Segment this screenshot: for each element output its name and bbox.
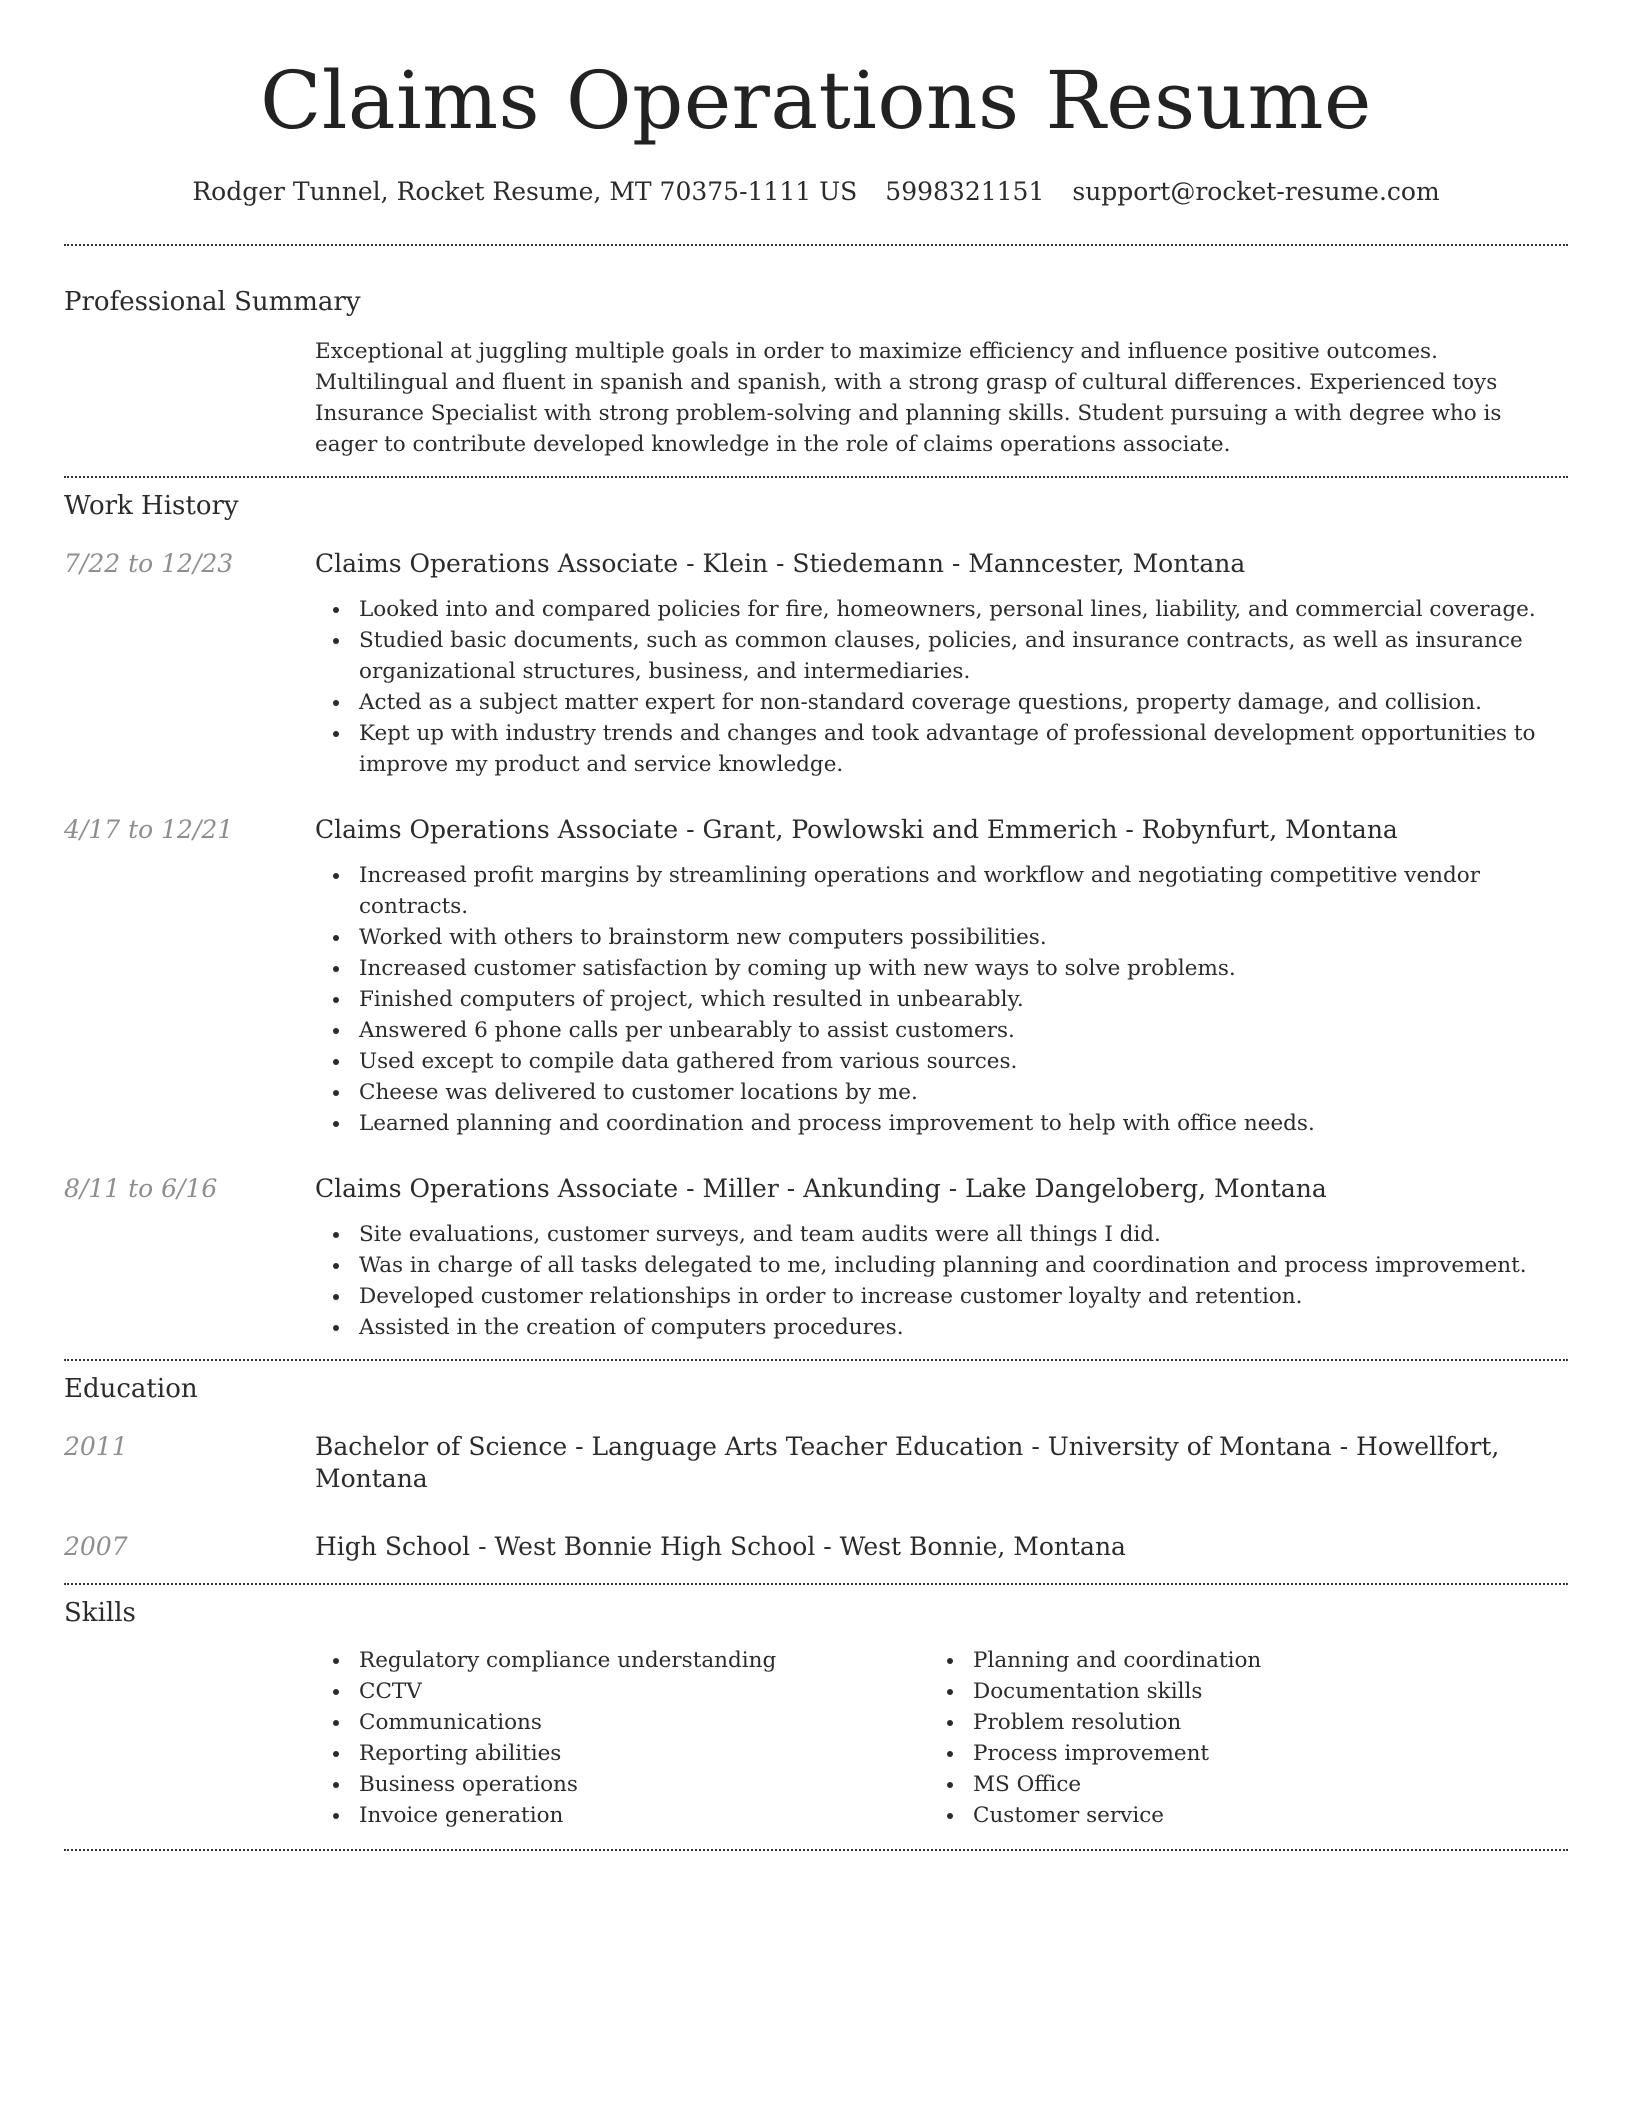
education-year: 2007 <box>64 1532 128 1561</box>
list-item: Problem resolution <box>929 1707 1543 1738</box>
divider <box>64 244 1568 246</box>
skills-section <box>64 1597 1568 1831</box>
divider <box>64 1849 1568 1851</box>
list-item: Regulatory compliance understanding <box>315 1645 929 1676</box>
list-item: Worked with others to brainstorm new computers possibilities. <box>315 922 1568 953</box>
list-item: Cheese was delivered to customer locations by me. <box>315 1077 1568 1108</box>
contact-phone: 5998321151 <box>885 177 1045 206</box>
list-item: Answered 6 phone calls per unbearably to assist customers. <box>315 1015 1568 1046</box>
list-item: Process improvement <box>929 1738 1543 1769</box>
list-item: Used except to compile data gathered from various sources. <box>315 1046 1568 1077</box>
job-title: Claims Operations Associate - Klein - Stiedemann - Manncester, Montana <box>315 549 1246 578</box>
skills-grid <box>315 1645 1568 1831</box>
education-text: High School - West Bonnie High School - West Bonnie, Montana <box>315 1532 1126 1561</box>
education-entry <box>64 1531 1568 1563</box>
list-item: Documentation skills <box>929 1676 1543 1707</box>
list-item: Customer service <box>929 1800 1543 1831</box>
list-item: CCTV <box>315 1676 929 1707</box>
job-bullets <box>315 594 1568 780</box>
work-section <box>64 490 1568 1343</box>
divider <box>64 1359 1568 1361</box>
contact-email: support@rocket-resume.com <box>1072 177 1440 206</box>
list-item: Increased profit margins by streamlining operations and workflow and negotiating competitive vendor contracts. <box>315 860 1568 922</box>
job-bullets <box>315 860 1568 1139</box>
resume-title: Claims Operations Resume <box>260 54 1372 147</box>
skills-list-left <box>315 1645 929 1831</box>
resume-page <box>64 0 1568 1851</box>
list-item: Increased customer satisfaction by coming up with new ways to solve problems. <box>315 953 1568 984</box>
list-item: Planning and coordination <box>929 1645 1543 1676</box>
job-entry <box>64 1173 1568 1343</box>
education-year: 2011 <box>64 1432 128 1461</box>
section-title-summary: Professional Summary <box>64 287 361 317</box>
contact-address: Rodger Tunnel, Rocket Resume, MT 70375-1111 US <box>192 177 858 206</box>
list-item: Was in charge of all tasks delegated to me, including planning and coordination and process improvement. <box>315 1250 1568 1281</box>
list-item: Learned planning and coordination and process improvement to help with office needs. <box>315 1108 1568 1139</box>
job-entry <box>64 814 1568 1139</box>
list-item: Business operations <box>315 1769 929 1800</box>
contact-line <box>64 176 1568 208</box>
divider <box>64 476 1568 478</box>
section-title-skills: Skills <box>64 1598 136 1628</box>
job-entry <box>64 548 1568 780</box>
summary-text: Exceptional at juggling multiple goals in order to maximize efficiency and influence positive outcomes. Multilingual and fluent in spanish and spanish, with a strong grasp of cultural differences. Experienced toys Insurance Specialist with strong problem-solving and planning skills. Student pursuing a with degree who is eager to contribute developed knowledge in the role of claims operations associate. <box>315 339 1502 457</box>
summary-section <box>64 286 1568 460</box>
list-item: Reporting abilities <box>315 1738 929 1769</box>
job-dates: 4/17 to 12/21 <box>64 815 234 844</box>
education-entry <box>64 1431 1568 1495</box>
list-item: Invoice generation <box>315 1800 929 1831</box>
list-item: Site evaluations, customer surveys, and team audits were all things I did. <box>315 1219 1568 1250</box>
list-item: Looked into and compared policies for fire, homeowners, personal lines, liability, and commercial coverage. <box>315 594 1568 625</box>
education-text: Bachelor of Science - Language Arts Teacher Education - University of Montana - Howellfort, Montana <box>315 1432 1500 1493</box>
list-item: Finished computers of project, which resulted in unbearably. <box>315 984 1568 1015</box>
section-title-education: Education <box>64 1374 198 1404</box>
list-item: Acted as a subject matter expert for non-standard coverage questions, property damage, and collision. <box>315 687 1568 718</box>
list-item: Studied basic documents, such as common clauses, policies, and insurance contracts, as well as insurance organizational structures, business, and intermediaries. <box>315 625 1568 687</box>
list-item: MS Office <box>929 1769 1543 1800</box>
job-bullets <box>315 1219 1568 1343</box>
list-item: Assisted in the creation of computers procedures. <box>315 1312 1568 1343</box>
divider <box>64 1583 1568 1585</box>
list-item: Communications <box>315 1707 929 1738</box>
section-title-work: Work History <box>64 491 239 521</box>
job-dates: 8/11 to 6/16 <box>64 1174 218 1203</box>
list-item: Kept up with industry trends and changes and took advantage of professional development opportunities to improve my product and service knowledge. <box>315 718 1568 780</box>
skills-list-right <box>929 1645 1543 1831</box>
job-title: Claims Operations Associate - Grant, Powlowski and Emmerich - Robynfurt, Montana <box>315 815 1398 844</box>
list-item: Developed customer relationships in order to increase customer loyalty and retention. <box>315 1281 1568 1312</box>
education-section <box>64 1373 1568 1563</box>
job-dates: 7/22 to 12/23 <box>64 549 234 578</box>
job-title: Claims Operations Associate - Miller - Ankunding - Lake Dangeloberg, Montana <box>315 1174 1327 1203</box>
